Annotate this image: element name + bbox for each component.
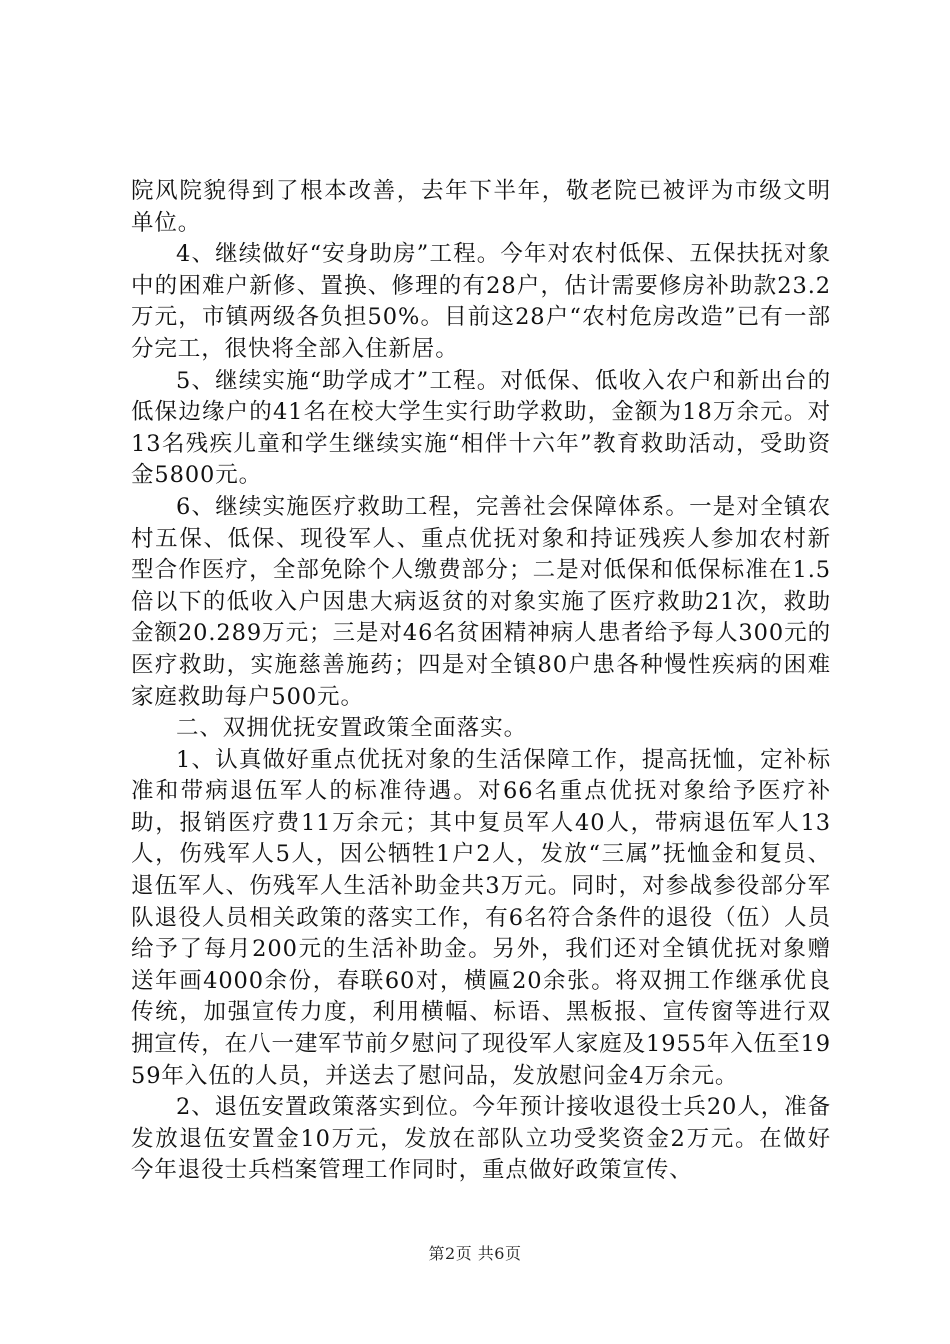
paragraph-item-5-education: 5、继续实施“助学成才”工程。对低保、低收入农户和新出台的低保边缘户的41名在校大学生实行助学救助，金额为18万余元。对13名残疾儿童和学生继续实施“相伴十六年”教育救助活动，受助资金5800元。: [131, 367, 831, 489]
paragraph-continuation: 院风院貌得到了根本改善，去年下半年，敬老院已被评为市级文明单位。: [131, 178, 831, 236]
paragraph-item-4-housing: 4、继续做好“安身助房”工程。今年对农村低保、五保扶抚对象中的困难户新修、置换、修理的有28户，估计需要修房补助款23.2万元，市镇两级各负担50%。目前这28户“农村危房改造”已有一部分完工，很快将全部入住新居。: [131, 241, 831, 362]
document-body: [131, 176, 831, 1187]
paragraph-item-2-resettlement: 2、退伍安置政策落实到位。今年预计接收退役士兵20人，准备发放退伍安置金10万元，发放在部队立功受奖资金2万元。在做好今年退役士兵档案管理工作同时，重点做好政策宣传、: [131, 1094, 831, 1184]
section-heading-2: 二、双拥优抚安置政策全面落实。: [176, 715, 528, 742]
paragraph-item-1-support: 1、认真做好重点优抚对象的生活保障工作，提高抚恤，定补标准和带病退伍军人的标准待遇。对66名重点优抚对象给予医疗补助，报销医疗费11万余元；其中复员军人40人，带病退伍军人13人，伤残军人5人，因公牺牲1户2人，发放“三属”抚恤金和复员、退伍军人、伤残军人生活补助金共3万元。同时，对参战参役部分军队退役人员相关政策的落实工作，有6名符合条件的退役（伍）人员给予了每月200元的生活补助金。另外，我们还对全镇优抚对象赠送年画4000余份，春联60对，横匾20余张。将双拥工作继承优良传统，加强宣传力度，利用横幅、标语、黑板报、宣传窗等进行双拥宣传，在八一建军节前夕慰问了现役军人家庭及1955年入伍至1959年入伍的人员，并送去了慰问品，发放慰问金4万余元。: [131, 746, 831, 1089]
page-number-footer: 第2页 共6页: [428, 1244, 522, 1263]
paragraph-item-6-medical: 6、继续实施医疗救助工程，完善社会保障体系。一是对全镇农村五保、低保、现役军人、重点优抚对象和持证残疾人参加农村新型合作医疗，全部免除个人缴费部分；二是对低保和低保标准在1.5倍以下的低收入户因患大病返贫的对象实施了医疗救助21次，救助金额20.289万元；三是对46名贫困精神病人患者给予每人300元的医疗救助，实施慈善施药；四是对全镇80户患各种慢性疾病的困难家庭救助每户500元。: [131, 493, 831, 710]
